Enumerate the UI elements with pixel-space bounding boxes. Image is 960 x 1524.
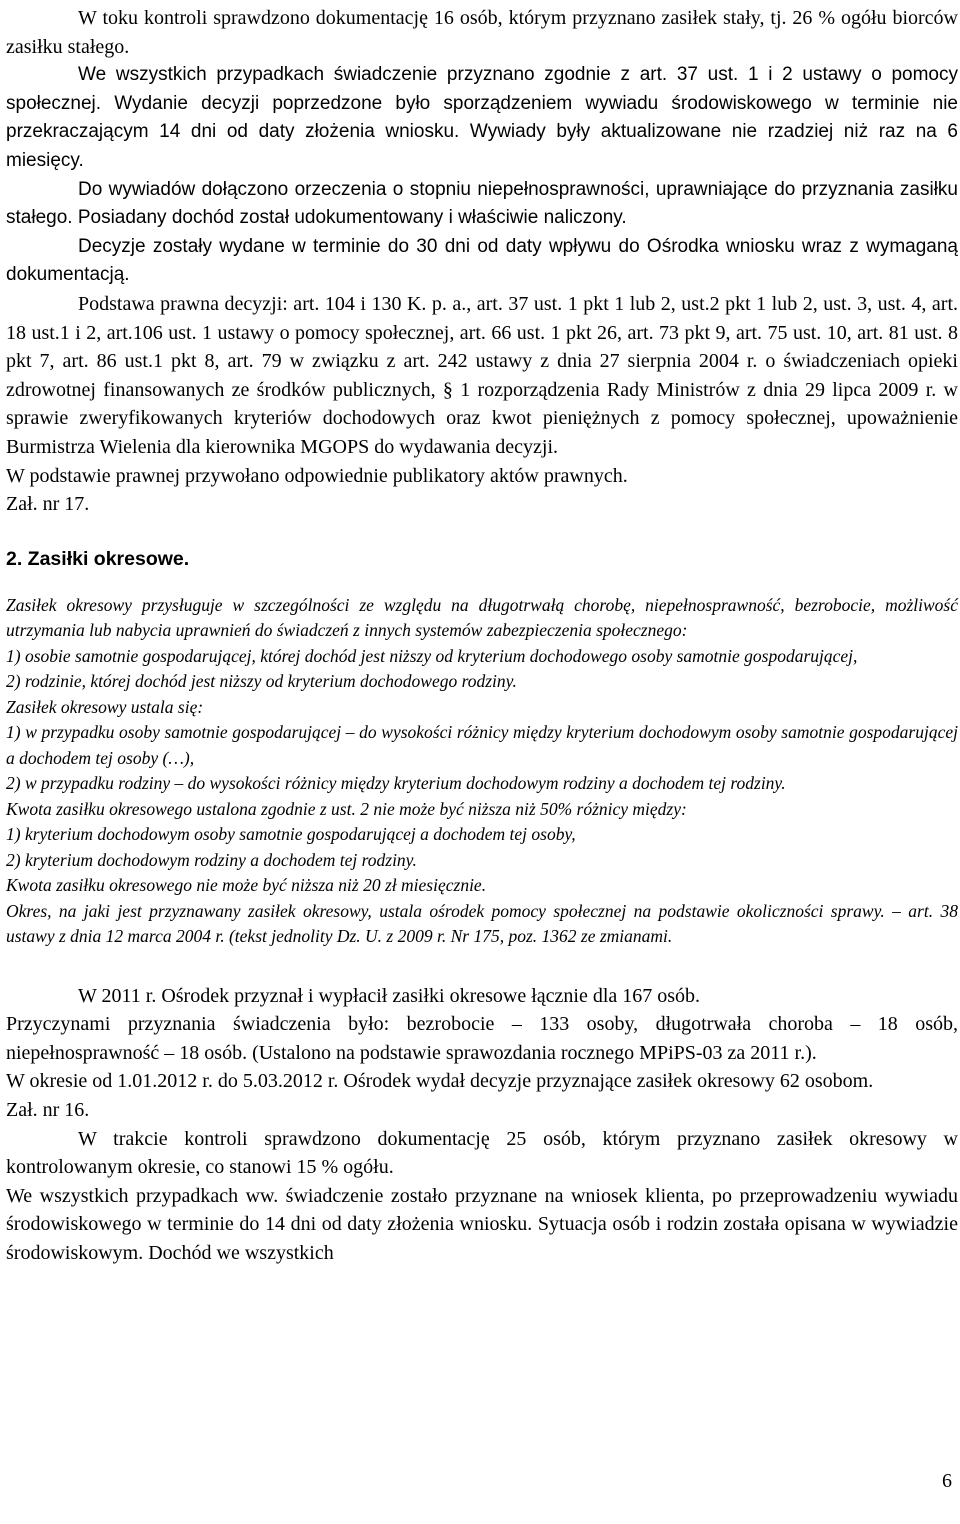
legal-quote-line: 1) kryterium dochodowym osoby samotnie gospodarującej a dochodem tej osoby, (6, 824, 576, 845)
document-page (6, 4, 958, 1268)
legal-quote-line: Kwota zasiłku okresowego nie może być niższa niż 20 zł miesięcznie. (6, 875, 487, 896)
paragraph-2011-summary: W 2011 r. Ośrodek przyznał i wypłacił zasiłki okresowe łącznie dla 167 osób. (78, 984, 701, 1007)
legal-quote-block (6, 593, 958, 950)
attachment-reference-16: Zał. nr 16. (6, 1099, 90, 1122)
paragraph-decision-deadline: Decyzje zostały wydane w terminie do 30 dni od daty wpływu do Ośrodka wniosku wraz z wymaganą dokumentacją. (6, 235, 958, 286)
attachment-reference-17: Zał. nr 17. (6, 493, 90, 516)
page-number: 6 (942, 1470, 952, 1492)
paragraph-control-sample: W trakcie kontroli sprawdzono dokumentację 25 osób, którym przyznano zasiłek okresowy w kontrolowanym okresie, co stanowi 15 % ogółu. (6, 1127, 958, 1179)
legal-quote-line: Kwota zasiłku okresowego ustalona zgodnie z ust. 2 nie może być niższa niż 50% różnicy między: (6, 798, 687, 819)
legal-quote-line: 1) w przypadku osoby samotnie gospodarującej – do wysokości różnicy między kryterium dochodowym osoby samotnie gospodarującej a dochodem tej osoby (…), (6, 722, 958, 768)
section-heading-periodic-allowances: 2. Zasiłki okresowe. (6, 547, 190, 570)
legal-quote-line: Zasiłek okresowy przysługuje w szczególności ze względu na długotrwałą chorobę, niepełnosprawność, bezrobocie, możliwość utrzymania lub nabycia uprawnień do świadczeń z innych systemów zabezpieczenia społecznego: (6, 594, 958, 641)
paragraph-reasons: Przyczynami przyznania świadczenia było: bezrobocie – 133 osoby, długotrwała choroba – 18 osób, niepełnosprawność – 18 osób. (Ustalono na podstawie sprawozdania rocznego MPiPS-03 za 2011 r.). (6, 1013, 958, 1064)
paragraph-publications: W podstawie prawnej przywołano odpowiednie publikatory aktów prawnych. (6, 464, 628, 487)
paragraph-legal-basis: Podstawa prawna decyzji: art. 104 i 130 K. p. a., art. 37 ust. 1 pkt 1 lub 2, ust.2 pkt 1 lub 2, ust. 3, ust. 4, art. 18 ust.1 i 2, art.106 ust. 1 ustawy o pomocy społecznej, art. 66 ust. 1 pkt 26, art. 73 pkt 9, art. 75 ust. 10, art. 81 ust. 8 pkt 7, art. 86 ust.1 pkt 8, art. 79 w związku z art. 242 ustawy z dnia 27 sierpnia 2004 r. o świadczeniach opieki zdrowotnej finansowanych ze środków publicznych, § 1 rozporządzenia Rady Ministrów z dnia 29 lipca 2009 r. w sprawie zweryfikowanych kryteriów dochodowych oraz kwot pieniężnych z pomocy społecznej, upoważnienie Burmistrza Wielenia dla kierownika MGOPS do wydawania decyzji. (6, 292, 958, 458)
paragraph-control-scope: W toku kontroli sprawdzono dokumentację 16 osób, którym przyznano zasiłek stały, tj. 26 % ogółu biorców zasiłku stałego. (6, 7, 958, 58)
legal-quote-line: Zasiłek okresowy ustala się: (6, 696, 204, 717)
legal-quote-line: 2) w przypadku rodziny – do wysokości różnicy między kryterium dochodowym rodziny a dochodem tej rodziny. (6, 773, 786, 794)
legal-quote-line: 2) rodzinie, której dochód jest niższy od kryterium dochodowego rodziny. (6, 671, 517, 692)
paragraph-disability-certificates: Do wywiadów dołączono orzeczenia o stopniu niepełnosprawności, uprawniające do przyznania zasiłku stałego. Posiadany dochód został udokumentowany i właściwie naliczony. (6, 178, 958, 229)
legal-quote-line: Okres, na jaki jest przyznawany zasiłek okresowy, ustala ośrodek pomocy społecznej na podstawie okoliczności sprawy. – art. 38 ustawy z dnia 12 marca 2004 r. (tekst jednolity Dz. U. z 2009 r. Nr 175, poz. 1362 ze zmianami. (6, 900, 958, 947)
paragraph-legal-compliance: We wszystkich przypadkach świadczenie przyznano zgodnie z art. 37 ust. 1 i 2 ustawy o pomocy społecznej. Wydanie decyzji poprzedzone było sporządzeniem wywiadu środowiskowego w terminie nie przekraczającym 14 dni od daty złożenia wniosku. Wywiady były aktualizowane nie rzadziej niż raz na 6 miesięcy. (6, 64, 958, 171)
legal-quote-line: 2) kryterium dochodowym rodziny a dochodem tej rodziny. (6, 849, 417, 870)
legal-quote-line: 1) osobie samotnie gospodarującej, której dochód jest niższy od kryterium dochodowego osoby samotnie gospodarującej, (6, 645, 858, 666)
paragraph-2012-period: W okresie od 1.01.2012 r. do 5.03.2012 r. Ośrodek wydał decyzje przyznające zasiłek okresowy 62 osobom. (6, 1070, 874, 1093)
paragraph-all-cases: We wszystkich przypadkach ww. świadczenie zostało przyznane na wniosek klienta, po przeprowadzeniu wywiadu środowiskowego w terminie do 14 dni od daty złożenia wniosku. Sytuacja osób i rodzin została opisana w wywiadzie środowiskowym. Dochód we wszystkich (6, 1184, 958, 1265)
